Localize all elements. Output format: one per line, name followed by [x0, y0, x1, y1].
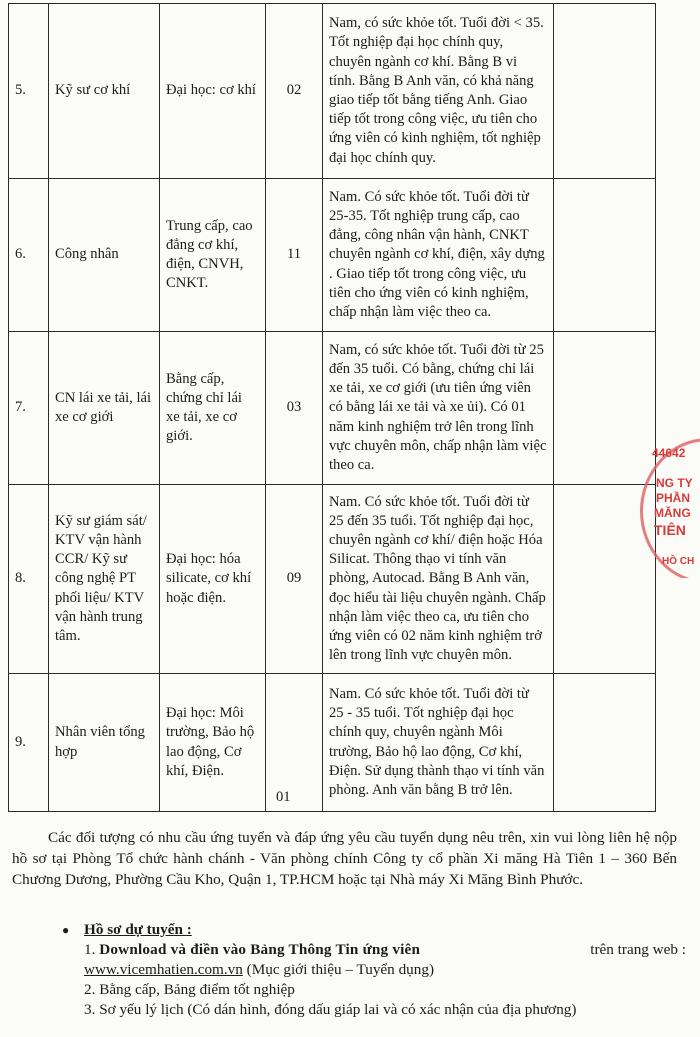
- document-item-1: 1. Download và điền vào Bảng Thông Tin ứng viên trên trang web :: [84, 941, 686, 958]
- row-number: 5.: [9, 4, 49, 179]
- row-number: 9.: [9, 674, 49, 812]
- company-seal: [640, 438, 700, 578]
- row-number: 7.: [9, 332, 49, 485]
- position-cell: Kỹ sư giám sát/ KTV vận hành CCR/ Kỹ sư công nghệ PT phối liệu/ KTV vận hành trung tâm.: [49, 485, 160, 674]
- degree-cell: Đại học: cơ khí: [160, 4, 266, 179]
- position-cell: Kỹ sư cơ khí: [49, 4, 160, 179]
- quantity-cell: 11: [266, 179, 323, 332]
- job-table: [8, 3, 656, 812]
- seal-code: 44642: [652, 446, 686, 460]
- quantity-cell: 02: [266, 4, 323, 179]
- table-row: [9, 332, 656, 485]
- table-row: [9, 674, 656, 812]
- degree-cell: Bằng cấp, chứng chỉ lái xe tải, xe cơ giới.: [160, 332, 266, 485]
- degree-cell: Đại học: Môi trường, Bảo hộ lao động, Cơ khí, Điện.: [160, 674, 266, 812]
- requirements-cell: Nam. Có sức khỏe tốt. Tuổi đời từ 25-35. Tốt nghiệp trung cấp, cao đẳng, công nhân vận hành, CNKT chuyên ngành cơ khí, điện, xây dựng . Giao tiếp tốt trong công việc, ưu tiên cho ứng viên có kinh nghiệm, chấp nhận làm việc theo ca.: [323, 179, 554, 332]
- requirements-cell: Nam, có sức khỏe tốt. Tuổi đời từ 25 đến 35 tuổi. Có bằng, chứng chỉ lái xe tải, xe cơ giới (ưu tiên ứng viên có bằng lái xe tải và xe ủi). Có 01 năm kinh nghiệm trở lên trong lĩnh vực chuyên môn, chấp nhận làm việc theo ca.: [323, 332, 554, 485]
- website-link[interactable]: www.vicemhatien.com.vn: [84, 961, 243, 978]
- position-cell: Công nhân: [49, 179, 160, 332]
- seal-text: HỒ CH: [662, 556, 695, 567]
- bullet-icon: ●: [62, 923, 70, 937]
- requirements-cell: Nam. Có sức khỏe tốt. Tuổi đời từ 25 đến 35 tuổi. Tốt nghiệp đại học, chuyên ngành cơ khí/ điện hoặc Hóa Silicat. Thông thạo vi tính văn phòng, Autocad. Bằng B Anh văn, đọc hiểu tài liệu chuyên ngành. Chấp nhận làm việc theo ca, ưu tiên cho ứng viên có 02 năm kinh nghiệm trở lên trong lĩnh vực chuyên môn.: [323, 485, 554, 674]
- requirements-cell: Nam. Có sức khỏe tốt. Tuổi đời từ 25 - 35 tuổi. Tốt nghiệp đại học chính quy, chuyên ngành Môi trường, Bảo hộ lao động, Cơ khí, Điện. Sử dụng thành thạo vi tính văn phòng. Anh văn bằng B trở lên.: [323, 674, 554, 812]
- contact-paragraph: Các đối tượng có nhu cầu ứng tuyển và đáp ứng yêu cầu tuyển dụng nêu trên, xin vui lòng liên hệ nộp hồ sơ tại Phòng Tổ chức hành chánh - Văn phòng chính Công ty cổ phần Xi măng Hà Tiên 1 – 360 Bến Chương Dương, Phường Cầu Kho, Quận 1, TP.HCM hoặc tại Nhà máy Xi Măng Bình Phước.: [12, 829, 677, 888]
- position-cell: CN lái xe tải, lái xe cơ giới: [49, 332, 160, 485]
- table-row: [9, 179, 656, 332]
- notes-cell: [554, 179, 656, 332]
- seal-text: MĂNG: [654, 506, 691, 520]
- row-number: 6.: [9, 179, 49, 332]
- document-item-3: 3. Sơ yếu lý lịch (Có dán hình, đóng dấu giáp lai và có xác nhận của địa phương): [84, 1001, 577, 1018]
- quantity-cell: 03: [266, 332, 323, 485]
- position-cell: Nhân viên tổng hợp: [49, 674, 160, 812]
- document-url-line: www.vicemhatien.com.vn (Mục giới thiệu – Tuyển dụng): [84, 961, 435, 978]
- documents-heading: ● Hồ sơ dự tuyển :: [62, 921, 192, 938]
- seal-text: PHẦN: [656, 491, 691, 505]
- degree-cell: Trung cấp, cao đẳng cơ khí, điện, CNVH, CNKT.: [160, 179, 266, 332]
- table-row: [9, 4, 656, 179]
- notes-cell: [554, 674, 656, 812]
- seal-text: NG TY: [656, 476, 693, 490]
- quantity-cell: 01: [266, 674, 323, 812]
- seal-text: TIÊN: [654, 522, 686, 538]
- row-number: 8.: [9, 485, 49, 674]
- requirements-cell: Nam, có sức khỏe tốt. Tuổi đời < 35. Tốt nghiệp đại học chính quy, chuyên ngành cơ khí. Bằng B vi tính. Bằng B Anh văn, có khả năng giao tiếp tốt bằng tiếng Anh. Giao tiếp tốt trong công việc, ưu tiên cho ứng viên có kinh nghiệm, tốt nghiệp đại học chính quy.: [323, 4, 554, 179]
- quantity-cell: 09: [266, 485, 323, 674]
- document-item-2: 2. Bằng cấp, Bảng điểm tốt nghiệp: [84, 981, 295, 998]
- degree-cell: Đại học: hóa silicate, cơ khí hoặc điện.: [160, 485, 266, 674]
- table-row: [9, 485, 656, 674]
- notes-cell: [554, 4, 656, 179]
- documents-section: [62, 920, 686, 1020]
